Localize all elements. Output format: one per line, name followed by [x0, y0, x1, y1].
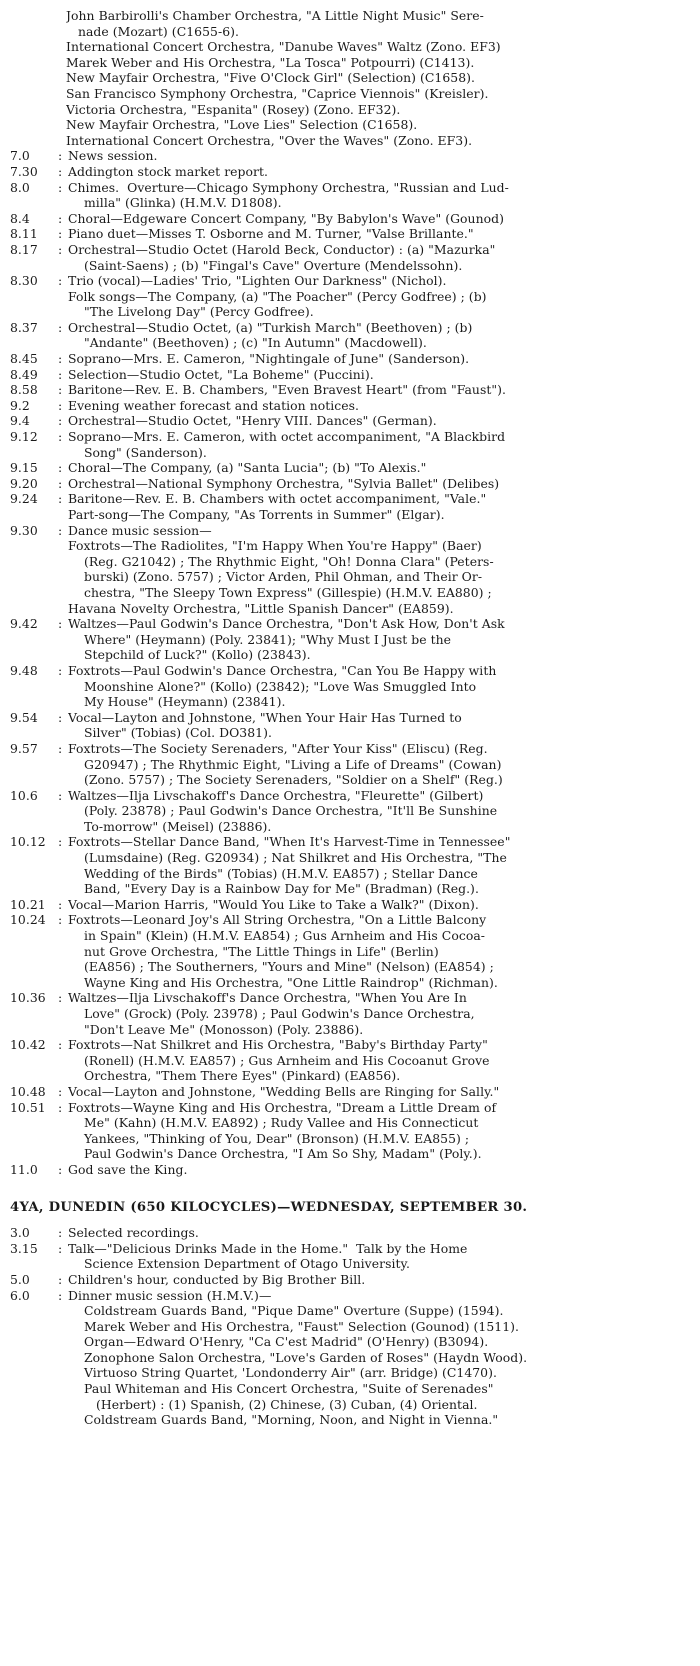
schedule-entry: [10, 710, 688, 741]
time-separator: :: [54, 1099, 67, 1115]
time-separator: :: [54, 148, 67, 164]
time-separator: :: [54, 179, 67, 195]
entry-line: Soprano—Mrs. E. Cameron, with octet accompaniment, "A Blackbird: [68, 429, 506, 445]
time-separator: :: [54, 896, 67, 912]
time-separator: :: [54, 163, 67, 179]
time-column: [10, 398, 68, 414]
entry-line: Silver" (Tobias) (Col. DO381).: [84, 725, 272, 741]
entry-body: [68, 460, 688, 476]
entry-body: [68, 1100, 688, 1162]
time-column: [10, 273, 68, 289]
time-separator: :: [54, 475, 67, 491]
entry-body: [68, 1241, 688, 1272]
schedule-entry: [10, 1272, 688, 1288]
entry-time: 8.30: [10, 273, 38, 289]
time-separator: :: [54, 460, 67, 476]
entry-body: [68, 710, 688, 741]
entry-line: Wayne King and His Orchestra, "One Little Raindrop" (Richman).: [84, 974, 498, 990]
intro-line: John Barbirolli's Chamber Orchestra, "A Little Night Music" Sere-: [66, 8, 484, 23]
entry-body: [68, 429, 688, 460]
entry-line: (Saint-Saens) ; (b) "Fingal's Cave" Overture (Mendelssohn).: [84, 257, 463, 273]
entry-line: Love" (Grock) (Poly. 23978) ; Paul Godwin's Dance Orchestra,: [84, 1006, 475, 1021]
entry-body: [68, 523, 688, 617]
entry-line: Virtuoso String Quartet, 'Londonderry Air" (arr. Bridge) (C1470).: [84, 1365, 497, 1381]
entry-time: 8.17: [10, 241, 38, 257]
schedule-entry: [10, 616, 688, 663]
time-separator: :: [54, 1083, 67, 1099]
entry-line: Orchestral—National Symphony Orchestra, "Sylvia Ballet" (Delibes): [68, 475, 500, 491]
entry-body: [68, 1225, 688, 1241]
entry-line: in Spain" (Klein) (H.M.V. EA854) ; Gus Arnheim and His Cocoa-: [84, 928, 486, 944]
entry-time: 9.30: [10, 522, 38, 538]
time-separator: :: [54, 912, 67, 928]
time-separator: :: [54, 397, 67, 413]
entry-line: Dance music session—: [68, 522, 212, 538]
time-column: [10, 1272, 68, 1288]
entry-line: Talk—"Delicious Drinks Made in the Home." Talk by the Home: [68, 1240, 468, 1256]
time-column: [10, 413, 68, 429]
entry-body: [68, 897, 688, 913]
entry-time: 9.20: [10, 475, 38, 491]
entry-time: 8.58: [10, 382, 38, 398]
entry-line: Me" (Kahn) (H.M.V. EA892) ; Rudy Vallee and His Connecticut: [84, 1115, 479, 1131]
entry-line: Vocal—Layton and Johnstone, "When Your Hair Has Turned to: [68, 709, 462, 725]
time-column: [10, 897, 68, 913]
schedule-entry: [10, 460, 688, 476]
entry-body: [68, 351, 688, 367]
entry-line: Orchestral—Studio Octet, "Henry VIII. Dances" (German).: [68, 413, 437, 429]
intro-line: San Francisco Symphony Orchestra, "Caprice Viennois" (Kreisler).: [66, 85, 489, 101]
entry-line: Folk songs—The Company, (a) "The Poacher" (Percy Godfree) ; (b): [68, 288, 487, 304]
schedule-entry: [10, 1225, 688, 1241]
schedule-entry: [10, 242, 688, 273]
entry-line: Vocal—Layton and Johnstone, "Wedding Bells are Ringing for Sally.": [68, 1083, 500, 1099]
intro-line: New Mayfair Orchestra, "Five O'Clock Girl" (Selection) (C1658).: [66, 70, 476, 86]
entry-line: Wedding of the Birds" (Tobias) (H.M.V. EA857) ; Stellar Dance: [84, 865, 478, 881]
time-column: [10, 834, 68, 850]
entry-line: Stepchild of Luck?" (Kollo) (23843).: [84, 647, 311, 663]
schedule-entry: [10, 1037, 688, 1084]
time-separator: :: [54, 1271, 67, 1287]
entry-line: nut Grove Orchestra, "The Little Things in Life" (Berlin): [84, 943, 439, 959]
entry-body: [68, 1037, 688, 1084]
schedule-entry: [10, 180, 688, 211]
time-column: [10, 1162, 68, 1178]
time-separator: :: [54, 226, 67, 242]
entry-body: [68, 398, 688, 414]
schedule-entry: [10, 1084, 688, 1100]
entry-body: [68, 1272, 688, 1288]
entry-body: [68, 413, 688, 429]
time-column: [10, 367, 68, 383]
time-separator: :: [54, 616, 67, 632]
entry-line: Paul Godwin's Dance Orchestra, "I Am So Shy, Madam" (Poly.).: [84, 1146, 482, 1162]
entry-line: Baritone—Rev. E. B. Chambers, "Even Bravest Heart" (from "Faust").: [68, 382, 507, 398]
entry-line: God save the King.: [68, 1161, 188, 1177]
entry-line: Foxtrots—Paul Godwin's Dance Orchestra, "Can You Be Happy with: [68, 662, 497, 678]
entry-line: "Don't Leave Me" (Monosson) (Poly. 23886).: [84, 1021, 364, 1037]
entry-time: 5.0: [10, 1271, 30, 1287]
entry-time: 8.4: [10, 210, 30, 226]
entry-line: milla" (Glinka) (H.M.V. D1808).: [84, 195, 282, 211]
schedule-entry: [10, 273, 688, 320]
time-column: [10, 351, 68, 367]
schedule-entry: [10, 1288, 688, 1428]
intro-line: nade (Mozart) (C1655-6).: [66, 23, 239, 39]
entry-time: 10.21: [10, 896, 46, 912]
schedule-entry: [10, 367, 688, 383]
schedule-entry: [10, 491, 688, 522]
entry-body: [68, 990, 688, 1037]
entry-time: 9.12: [10, 429, 38, 445]
entry-line: Foxtrots—Nat Shilkret and His Orchestra, "Baby's Birthday Party": [68, 1037, 488, 1053]
entry-line: Foxtrots—The Radiolites, "I'm Happy When You're Happy" (Baer): [68, 538, 482, 554]
schedule-entry: [10, 429, 688, 460]
time-column: [10, 429, 68, 445]
entry-time: 8.37: [10, 319, 38, 335]
entry-line: Selected recordings.: [68, 1225, 199, 1241]
entry-body: [68, 1162, 688, 1178]
entry-line: Zonophone Salon Orchestra, "Love's Garden of Roses" (Haydn Wood).: [84, 1349, 528, 1365]
time-column: [10, 491, 68, 507]
time-separator: :: [54, 990, 67, 1006]
time-separator: :: [54, 491, 67, 507]
entry-line: chestra, "The Sleepy Town Express" (Gillespie) (H.M.V. EA880) ;: [84, 584, 492, 600]
schedule-entry: [10, 211, 688, 227]
entry-line: Orchestral—Studio Octet (Harold Beck, Conductor) : (a) "Mazurka": [68, 241, 496, 257]
entry-line: Organ—Edward O'Henry, "Ca C'est Madrid" (O'Henry) (B3094).: [84, 1334, 489, 1350]
schedule-entry: [10, 912, 688, 990]
schedule-entry: [10, 788, 688, 835]
schedule-entry: [10, 398, 688, 414]
time-column: [10, 164, 68, 180]
entry-time: 8.0: [10, 179, 30, 195]
entry-body: [68, 491, 688, 522]
entry-body: [68, 273, 688, 320]
entry-line: Waltzes—Paul Godwin's Dance Orchestra, "Don't Ask How, Don't Ask: [68, 616, 505, 632]
schedule-entry: [10, 663, 688, 710]
entry-time: 8.49: [10, 366, 38, 382]
time-column: [10, 741, 68, 757]
time-separator: :: [54, 709, 67, 725]
schedule-entry: [10, 382, 688, 398]
entry-line: News session.: [68, 148, 158, 164]
time-column: [10, 211, 68, 227]
entry-line: Band, "Every Day is a Rainbow Day for Me" (Bradman) (Reg.).: [84, 881, 479, 897]
entry-line: Coldstream Guards Band, "Morning, Noon, and Night in Vienna.": [84, 1412, 499, 1428]
schedule-entry: [10, 164, 688, 180]
entry-time: 11.0: [10, 1161, 38, 1177]
entry-line: (Zono. 5757) ; The Society Serenaders, "Soldier on a Shelf" (Reg.): [84, 772, 503, 788]
entry-line: Part-song—The Company, "As Torrents in Summer" (Elgar).: [68, 507, 445, 522]
schedule-entry: [10, 1162, 688, 1178]
entry-line: To-morrow" (Meisel) (23886).: [84, 818, 272, 834]
time-column: [10, 180, 68, 196]
entry-line: Foxtrots—Wayne King and His Orchestra, "Dream a Little Dream of: [68, 1099, 497, 1115]
time-column: [10, 710, 68, 726]
entry-body: [68, 616, 688, 663]
entry-line: Addington stock market report.: [68, 163, 269, 179]
time-separator: :: [54, 319, 67, 335]
entry-body: [68, 382, 688, 398]
entry-body: [68, 788, 688, 835]
time-separator: :: [54, 1225, 67, 1241]
entry-line: Yankees, "Thinking of You, Dear" (Bronson) (H.M.V. EA855) ;: [84, 1130, 470, 1146]
time-separator: :: [54, 522, 67, 538]
entry-time: 9.57: [10, 740, 38, 756]
schedule-entry: [10, 351, 688, 367]
entry-time: 3.15: [10, 1240, 38, 1256]
time-separator: :: [54, 1287, 67, 1303]
entry-time: 10.6: [10, 787, 38, 803]
time-column: [10, 990, 68, 1006]
schedule-entry: [10, 523, 688, 617]
entry-body: [68, 1084, 688, 1100]
time-separator: :: [54, 1240, 67, 1256]
entry-line: Havana Novelty Orchestra, "Little Spanish Dancer" (EA859).: [68, 600, 454, 616]
entry-body: [68, 834, 688, 896]
entry-line: Choral—Edgeware Concert Company, "By Babylon's Wave" (Gounod): [68, 210, 504, 226]
time-separator: :: [54, 787, 67, 803]
schedule-entry: [10, 834, 688, 896]
entry-line: (Lumsdaine) (Reg. G20934) ; Nat Shilkret and His Orchestra, "The: [84, 850, 507, 866]
schedule-entry: [10, 476, 688, 492]
entry-line: Marek Weber and His Orchestra, "Faust" Selection (Gounod) (1511).: [84, 1318, 520, 1334]
entry-line: (Ronell) (H.M.V. EA857) ; Gus Arnheim and His Cocoanut Grove: [84, 1052, 490, 1068]
entry-line: Waltzes—Ilja Livschakoff's Dance Orchestra, "Fleurette" (Gilbert): [68, 787, 484, 803]
time-column: [10, 242, 68, 258]
entry-body: [68, 242, 688, 273]
entry-line: Soprano—Mrs. E. Cameron, "Nightingale of June" (Sanderson).: [68, 351, 470, 367]
entry-line: (EA856) ; The Southerners, "Yours and Mine" (Nelson) (EA854) ;: [84, 959, 494, 975]
schedule-entry: [10, 413, 688, 429]
schedule-entry: [10, 741, 688, 788]
entry-time: 9.2: [10, 397, 30, 413]
intro-record-list: [10, 8, 688, 148]
entry-time: 10.51: [10, 1099, 46, 1115]
intro-line: International Concert Orchestra, "Over the Waves" (Zono. EF3).: [66, 132, 473, 148]
entry-time: 3.0: [10, 1225, 30, 1241]
time-column: [10, 382, 68, 398]
entry-line: Vocal—Marion Harris, "Would You Like to Take a Walk?" (Dixon).: [68, 896, 479, 912]
intro-line: Victoria Orchestra, "Espanita" (Rosey) (Zono. EF32).: [66, 101, 401, 117]
entry-body: [68, 912, 688, 990]
entry-line: Orchestra, "Them There Eyes" (Pinkard) (EA856).: [84, 1068, 401, 1084]
time-separator: :: [54, 429, 67, 445]
entry-time: 10.42: [10, 1037, 46, 1053]
entry-line: Where" (Heymann) (Poly. 23841); "Why Must I Just be the: [84, 631, 452, 647]
intro-line: Marek Weber and His Orchestra, "La Tosca" Potpourri) (C1413).: [66, 54, 475, 70]
time-separator: :: [54, 740, 67, 756]
entry-line: Song" (Sanderson).: [84, 444, 207, 460]
entry-line: burski) (Zono. 5757) ; Victor Arden, Phil Ohman, and Their Or-: [84, 569, 483, 585]
time-column: [10, 912, 68, 928]
entry-time: 10.24: [10, 912, 46, 928]
schedule-entry: [10, 320, 688, 351]
entry-body: [68, 1288, 688, 1428]
time-separator: :: [54, 382, 67, 398]
entry-line: (Reg. G21042) ; The Rhythmic Eight, "Oh! Donna Clara" (Peters-: [84, 553, 494, 569]
entry-time: 10.12: [10, 834, 46, 850]
time-column: [10, 148, 68, 164]
time-separator: :: [54, 662, 67, 678]
entry-line: G20947) ; The Rhythmic Eight, "Living a Life of Dreams" (Cowan): [84, 756, 502, 772]
time-separator: :: [54, 1161, 67, 1177]
time-separator: :: [54, 366, 67, 382]
entry-line: Evening weather forecast and station notices.: [68, 397, 360, 413]
entry-line: Chimes. Overture—Chicago Symphony Orchestra, "Russian and Lud-: [68, 179, 509, 195]
entry-body: [68, 476, 688, 492]
time-column: [10, 523, 68, 539]
time-separator: :: [54, 413, 67, 429]
time-separator: :: [54, 210, 67, 226]
time-separator: :: [54, 241, 67, 257]
entry-line: Selection—Studio Octet, "La Boheme" (Puccini).: [68, 366, 374, 382]
schedule-entry: [10, 1241, 688, 1272]
entry-line: Children's hour, conducted by Big Brother Bill.: [68, 1271, 366, 1287]
entry-body: [68, 226, 688, 242]
time-separator: :: [54, 834, 67, 850]
entry-body: [68, 367, 688, 383]
entry-line: Piano duet—Misses T. Osborne and M. Turner, "Valse Brillante.": [68, 226, 474, 242]
entry-time: 10.48: [10, 1083, 46, 1099]
entry-line: Dinner music session (H.M.V.)—: [68, 1287, 272, 1303]
entry-line: Moonshine Alone?" (Kollo) (23842); "Love Was Smuggled Into: [84, 678, 477, 694]
time-separator: :: [54, 273, 67, 289]
time-column: [10, 1084, 68, 1100]
entry-line: Trio (vocal)—Ladies' Trio, "Lighten Our Darkness" (Nichol).: [68, 273, 447, 289]
entry-line: Orchestral—Studio Octet, (a) "Turkish March" (Beethoven) ; (b): [68, 319, 473, 335]
time-column: [10, 1037, 68, 1053]
entry-body: [68, 663, 688, 710]
entry-line: Paul Whiteman and His Concert Orchestra, "Suite of Serenades": [84, 1381, 494, 1397]
entry-body: [68, 741, 688, 788]
entry-line: Foxtrots—Stellar Dance Band, "When It's Harvest-Time in Tennessee": [68, 834, 511, 850]
schedule-entry: [10, 148, 688, 164]
entry-body: [68, 164, 688, 180]
entry-time: 9.15: [10, 460, 38, 476]
entry-time: 8.45: [10, 351, 38, 367]
programme-schedule-4ya: [10, 1225, 688, 1428]
time-separator: :: [54, 351, 67, 367]
entry-line: My House" (Heymann) (23841).: [84, 694, 286, 710]
intro-line: New Mayfair Orchestra, "Love Lies" Selection (C1658).: [66, 117, 418, 133]
entry-time: 8.11: [10, 226, 38, 242]
time-column: [10, 616, 68, 632]
time-column: [10, 320, 68, 336]
station-heading: 4YA, DUNEDIN (650 KILOCYCLES)—WEDNESDAY, SEPTEMBER 30.: [10, 1199, 528, 1215]
programme-schedule-3ya: [10, 148, 688, 1177]
schedule-entry: [10, 990, 688, 1037]
entry-line: Waltzes—Ilja Livschakoff's Dance Orchestra, "When You Are In: [68, 990, 467, 1006]
time-column: [10, 226, 68, 242]
entry-time: 6.0: [10, 1287, 30, 1303]
entry-body: [68, 320, 688, 351]
time-column: [10, 1241, 68, 1257]
entry-body: [68, 180, 688, 211]
entry-line: (Herbert) : (1) Spanish, (2) Chinese, (3) Cuban, (4) Oriental.: [84, 1396, 478, 1412]
entry-line: Science Extension Department of Otago University.: [84, 1256, 410, 1272]
time-column: [10, 1100, 68, 1116]
time-column: [10, 663, 68, 679]
entry-time: 9.24: [10, 491, 38, 507]
entry-line: Foxtrots—Leonard Joy's All String Orchestra, "On a Little Balcony: [68, 912, 487, 928]
entry-body: [68, 211, 688, 227]
entry-time: 9.4: [10, 413, 30, 429]
intro-line: International Concert Orchestra, "Danube Waves" Waltz (Zono. EF3): [66, 39, 501, 55]
time-separator: :: [54, 1037, 67, 1053]
entry-time: 10.36: [10, 990, 46, 1006]
entry-line: Coldstream Guards Band, "Pique Dame" Overture (Suppe) (1594).: [84, 1303, 504, 1319]
entry-time: 9.42: [10, 616, 38, 632]
time-column: [10, 788, 68, 804]
entry-time: 9.48: [10, 662, 38, 678]
schedule-entry: [10, 226, 688, 242]
entry-body: [68, 148, 688, 164]
entry-line: Baritone—Rev. E. B. Chambers with octet accompaniment, "Vale.": [68, 491, 487, 507]
time-column: [10, 460, 68, 476]
entry-time: 7.30: [10, 163, 38, 179]
entry-line: "The Livelong Day" (Percy Godfree).: [84, 304, 314, 320]
schedule-entry: [10, 897, 688, 913]
entry-line: Choral—The Company, (a) "Santa Lucia"; (b) "To Alexis.": [68, 460, 427, 476]
time-column: [10, 476, 68, 492]
time-column: [10, 1225, 68, 1241]
entry-time: 9.54: [10, 709, 38, 725]
entry-line: Foxtrots—The Society Serenaders, "After Your Kiss" (Eliscu) (Reg.: [68, 740, 488, 756]
entry-line: (Poly. 23878) ; Paul Godwin's Dance Orchestra, "It'll Be Sunshine: [84, 803, 498, 819]
entry-time: 7.0: [10, 148, 30, 164]
entry-line: "Andante" (Beethoven) ; (c) "In Autumn" (Macdowell).: [84, 335, 427, 351]
time-column: [10, 1288, 68, 1304]
schedule-entry: [10, 1100, 688, 1162]
